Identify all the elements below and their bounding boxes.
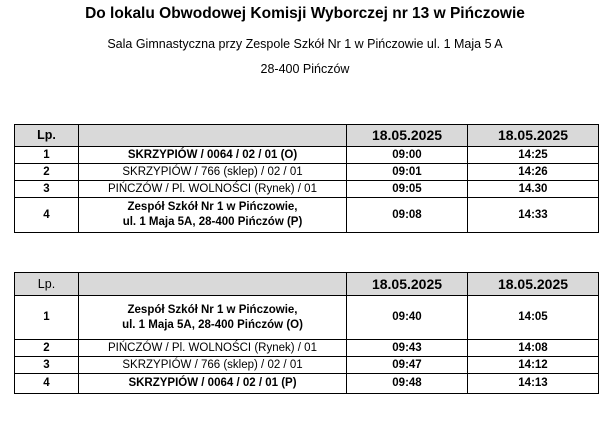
table-row (15, 357, 599, 374)
row-time-2: 14:08 (468, 340, 599, 357)
col-header-date-2: 18.05.2025 (468, 125, 599, 147)
row-time-1: 09:48 (347, 374, 468, 394)
schedule-table-return (14, 272, 599, 394)
table-row (15, 340, 599, 357)
row-time-2: 14:13 (468, 374, 599, 394)
row-lp: 2 (15, 340, 79, 357)
row-time-2: 14:26 (468, 164, 599, 181)
row-lp: 1 (15, 296, 79, 340)
table-row (15, 164, 599, 181)
col-header-stop (79, 125, 347, 147)
row-stop: SKRZYPIÓW / 766 (sklep) / 02 / 01 (79, 357, 347, 374)
row-time-2: 14:33 (468, 198, 599, 233)
row-lp: 1 (15, 147, 79, 164)
row-stop: SKRZYPIÓW / 766 (sklep) / 02 / 01 (79, 164, 347, 181)
row-time-2: 14:05 (468, 296, 599, 340)
row-stop-line-1: Zespół Szkół Nr 1 w Pińczowie, (127, 303, 298, 316)
table-header-row (15, 125, 599, 147)
col-header-lp: Lp. (15, 273, 79, 296)
row-time-2: 14:12 (468, 357, 599, 374)
venue-line: Sala Gimnastyczna przy Zespole Szkół Nr 1 w Pińczowie ul. 1 Maja 5 A (107, 37, 503, 51)
row-time-1: 09:05 (347, 181, 468, 198)
row-stop: SKRZYPIÓW / 0064 / 02 / 01 (P) (79, 374, 347, 394)
document-title: Do lokalu Obwodowej Komisji Wyborczej nr 13 w Pińczowie (85, 5, 525, 22)
schedule-table-outbound (14, 124, 599, 233)
row-time-2: 14:25 (468, 147, 599, 164)
col-header-date-2: 18.05.2025 (468, 273, 599, 296)
col-header-date-1: 18.05.2025 (347, 273, 468, 296)
row-stop: PIŃCZÓW / Pl. WOLNOŚCI (Rynek) / 01 (79, 181, 347, 198)
row-lp: 4 (15, 374, 79, 394)
table-row (15, 296, 599, 340)
row-stop (79, 198, 347, 233)
row-lp: 3 (15, 181, 79, 198)
row-stop-line-2: ul. 1 Maja 5A, 28-400 Pińczów (O) (122, 318, 303, 331)
postal-line: 28-400 Pińczów (260, 62, 350, 76)
row-time-1: 09:00 (347, 147, 468, 164)
table-row (15, 147, 599, 164)
col-header-stop (79, 273, 347, 296)
table-header-row (15, 273, 599, 296)
row-lp: 2 (15, 164, 79, 181)
row-time-1: 09:08 (347, 198, 468, 233)
row-stop: PIŃCZÓW / Pl. WOLNOŚCI (Rynek) / 01 (79, 340, 347, 357)
col-header-date-1: 18.05.2025 (347, 125, 468, 147)
row-stop: SKRZYPIÓW / 0064 / 02 / 01 (O) (79, 147, 347, 164)
row-lp: 3 (15, 357, 79, 374)
row-time-1: 09:40 (347, 296, 468, 340)
col-header-lp: Lp. (15, 125, 79, 147)
row-stop-line-2: ul. 1 Maja 5A, 28-400 Pińczów (P) (122, 216, 303, 228)
table-row (15, 198, 599, 233)
table-row (15, 374, 599, 394)
row-lp: 4 (15, 198, 79, 233)
row-time-1: 09:47 (347, 357, 468, 374)
row-stop (79, 296, 347, 340)
table-row (15, 181, 599, 198)
row-stop-line-1: Zespół Szkół Nr 1 w Pińczowie, (127, 201, 298, 213)
row-time-2: 14.30 (468, 181, 599, 198)
row-time-1: 09:43 (347, 340, 468, 357)
row-time-1: 09:01 (347, 164, 468, 181)
